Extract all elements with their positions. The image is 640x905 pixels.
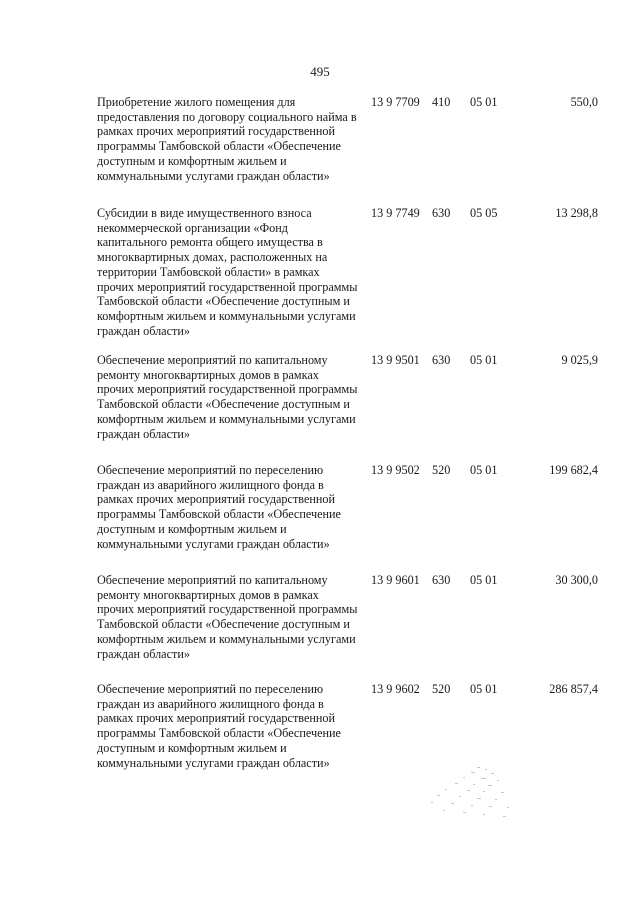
table-row	[0, 682, 640, 792]
budget-table	[0, 95, 640, 792]
row-description: Обеспечение мероприятий по капитальному ремонту многоквартирных домов в рамках прочих мероприятий государственной программы Тамбовской области «Обеспечение доступным и комфортным жильем и коммунальными услугами граждан области»	[97, 573, 358, 661]
row-target-article-code: 13 9 7749	[371, 206, 420, 220]
row-target-article-code: 13 9 9602	[371, 682, 420, 696]
row-section-code: 05 01	[470, 95, 498, 109]
row-target-article-code: 13 9 9501	[371, 353, 420, 367]
row-section-code: 05 01	[470, 573, 498, 587]
table-row	[0, 95, 640, 206]
row-expense-type-code: 520	[432, 682, 451, 696]
row-description: Обеспечение мероприятий по капитальному ремонту многоквартирных домов в рамках прочих мероприятий государственной программы Тамбовской области «Обеспечение доступным и комфортным жильем и коммунальными услугами граждан области»	[97, 353, 358, 441]
row-expense-type-code: 630	[432, 573, 451, 587]
faint-stamp-mark	[425, 765, 520, 820]
table-row	[0, 206, 640, 353]
row-section-code: 05 05	[470, 206, 498, 220]
row-section-code: 05 01	[470, 463, 498, 477]
row-amount: 550,0	[570, 95, 598, 109]
row-amount: 9 025,9	[561, 353, 598, 367]
page-number: 495	[310, 64, 330, 79]
row-description: Обеспечение мероприятий по переселению граждан из аварийного жилищного фонда в рамках прочих мероприятий государственной программы Тамбовской области «Обеспечение доступным и комфортным жильем и коммунальными услугами граждан области»	[97, 682, 341, 770]
row-description: Обеспечение мероприятий по переселению граждан из аварийного жилищного фонда в рамках прочих мероприятий государственной программы Тамбовской области «Обеспечение доступным и комфортным жильем и коммунальными услугами граждан области»	[97, 463, 341, 551]
row-description: Субсидии в виде имущественного взноса некоммерческой организации «Фонд капитального ремонта общего имущества в многоквартирных домах, расположенных на территории Тамбовской области» в рамках прочих мероприятий государственной программы Тамбовской области «Обеспечение доступным и комфортным жильем и коммунальными услугами граждан области»	[97, 206, 358, 338]
row-target-article-code: 13 9 7709	[371, 95, 420, 109]
row-amount: 30 300,0	[555, 573, 598, 587]
row-description: Приобретение жилого помещения для предоставления по договору социального найма в рамках прочих мероприятий государственной программы Тамбовской области «Обеспечение доступным и комфортным жильем и коммунальными услугами граждан области»	[97, 95, 357, 183]
row-amount: 286 857,4	[549, 682, 598, 696]
table-row	[0, 353, 640, 463]
row-expense-type-code: 630	[432, 353, 451, 367]
row-expense-type-code: 410	[432, 95, 451, 109]
row-section-code: 05 01	[470, 353, 498, 367]
table-row	[0, 573, 640, 682]
row-target-article-code: 13 9 9502	[371, 463, 420, 477]
row-amount: 199 682,4	[549, 463, 598, 477]
row-expense-type-code: 520	[432, 463, 451, 477]
row-target-article-code: 13 9 9601	[371, 573, 420, 587]
row-expense-type-code: 630	[432, 206, 451, 220]
table-row	[0, 463, 640, 573]
row-amount: 13 298,8	[555, 206, 598, 220]
row-section-code: 05 01	[470, 682, 498, 696]
